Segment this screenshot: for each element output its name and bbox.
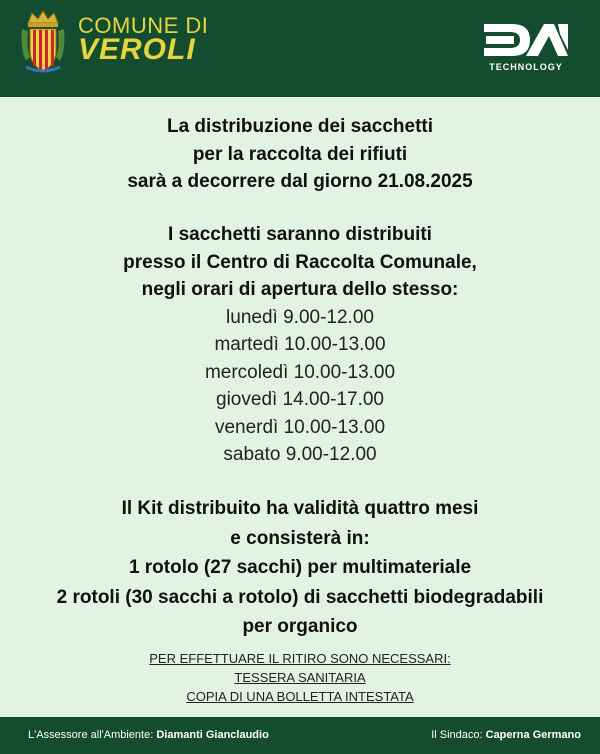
- assessore-label: L'Assessore all'Ambiente:: [28, 729, 154, 741]
- start-line: per la raccolta dei rifiuti: [192, 143, 408, 165]
- assessore-name: Diamanti Gianclaudio: [156, 729, 269, 741]
- schedule-friday: venerdì 10.00-13.00: [214, 416, 386, 438]
- schedule-saturday: sabato 9.00-12.00: [223, 444, 377, 465]
- requirement-item: TESSERA SANITARIA: [234, 670, 366, 685]
- sindaco-name: Caperna Germano: [485, 729, 581, 741]
- schedule-monday: lunedì 9.00-12.00: [226, 306, 374, 328]
- announcement-body: [0, 97, 600, 717]
- start-line: La distribuzione dei sacchetti: [166, 116, 434, 137]
- start-date-block: [0, 113, 600, 196]
- location-line: I sacchetti saranno distribuiti: [168, 224, 432, 245]
- footer-bar: [0, 717, 600, 754]
- location-line: presso il Centro di Raccolta Comunale,: [123, 251, 477, 273]
- header-bar: [0, 0, 600, 97]
- sindaco-credit: [431, 729, 581, 741]
- assessore-credit: [28, 729, 269, 741]
- requirements-heading: PER EFFETTUARE IL RITIRO SONO NECESSARI:: [149, 651, 451, 666]
- kit-line: Il Kit distribuito ha validità quattro mesi: [121, 498, 479, 519]
- schedule-tuesday: martedì 10.00-13.00: [214, 334, 386, 355]
- sindaco-label: Il Sindaco:: [431, 729, 483, 741]
- coat-of-arms-icon: [20, 9, 66, 77]
- start-line: sarà a decorrere dal giorno 21.08.2025: [127, 171, 473, 192]
- schedule-thursday: giovedì 14.00-17.00: [216, 389, 384, 410]
- kit-line: 2 rotoli (30 sacchi a rotolo) di sacchetti biodegradabili: [56, 586, 544, 608]
- kit-block: [0, 494, 600, 642]
- comune-label: COMUNE DI: [78, 13, 209, 38]
- kit-line: e consisterà in:: [230, 527, 370, 549]
- city-name: VEROLI: [78, 33, 196, 66]
- schedule-wednesday: mercoledì 10.00-13.00: [204, 361, 396, 383]
- location-block: [0, 221, 600, 469]
- requirement-item: COPIA DI UNA BOLLETTA INTESTATA: [186, 689, 414, 704]
- kit-line: 1 rotolo (27 sacchi) per multimateriale: [128, 557, 472, 578]
- technology-logo-icon: [484, 20, 568, 60]
- location-line: negli orari di apertura dello stesso:: [141, 279, 459, 300]
- kit-line: per organico: [242, 616, 358, 637]
- requirements-block: [0, 649, 600, 706]
- technology-label: TECHNOLOGY: [489, 62, 563, 72]
